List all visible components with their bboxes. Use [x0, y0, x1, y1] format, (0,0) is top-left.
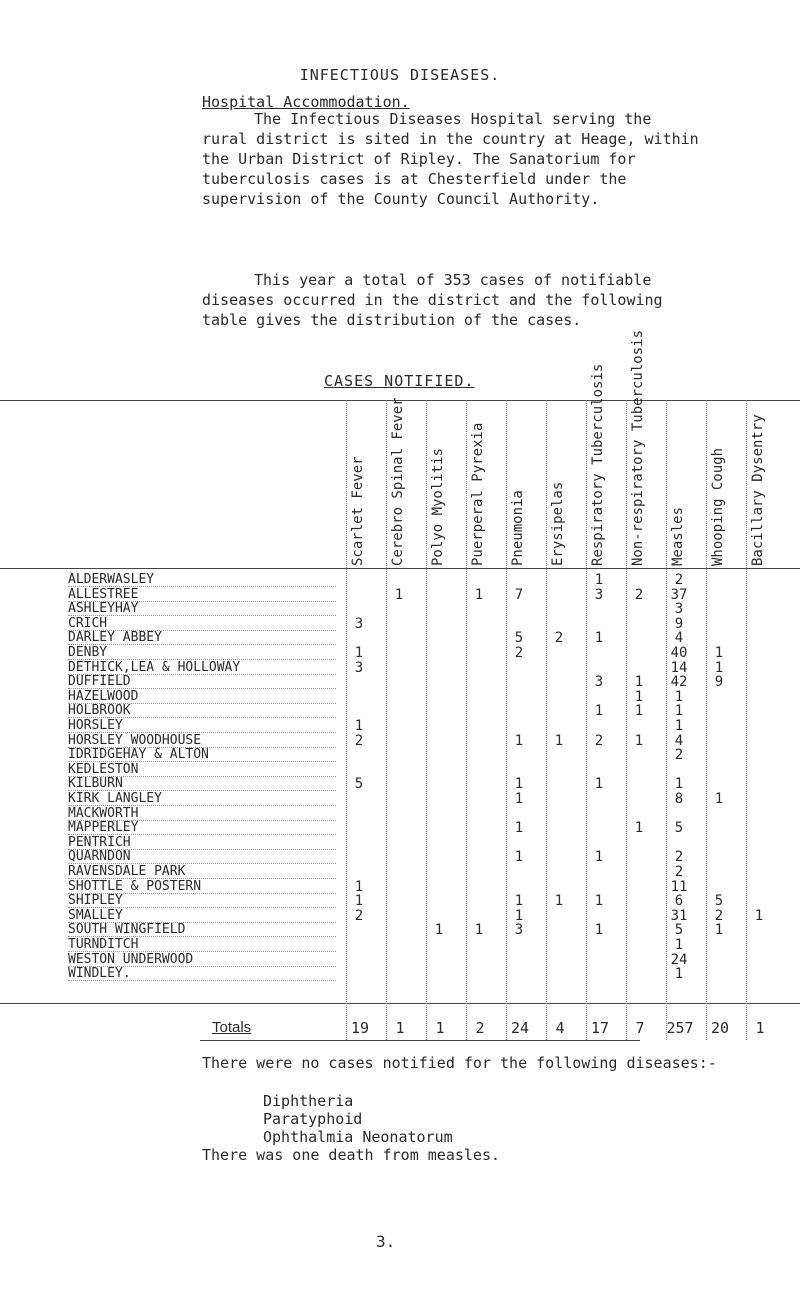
table-cell: 1: [434, 922, 444, 939]
table-title: CASES NOTIFIED.: [324, 372, 475, 390]
footer-disease-1: Diphtheria: [263, 1092, 354, 1110]
row-parish-name: DETHICK,LEA & HOLLOWAY: [68, 659, 241, 675]
row-parish-name: HAZELWOOD: [68, 688, 139, 704]
column-header: [472, 398, 490, 566]
row-parish-name: TURNDITCH: [68, 937, 139, 952]
total-cell: 1: [395, 1019, 405, 1037]
row-parish-name: KEDLESTON: [68, 761, 139, 777]
row-parish-name: DARLEY ABBEY: [68, 630, 162, 646]
column-header-label: Pneumonia: [510, 490, 526, 566]
table-cell: 2: [634, 586, 644, 603]
row-leader-dots: [68, 980, 336, 981]
table-cell: 1: [714, 922, 724, 939]
column-header-label: Polyo Myolitis: [430, 447, 446, 566]
row-parish-name: HORSLEY: [68, 718, 123, 733]
table-cell: 5: [714, 893, 724, 910]
table-cell: 1: [354, 893, 364, 910]
column-divider: [466, 400, 467, 1040]
row-leader-dots: [68, 644, 336, 645]
table-cell: 2: [554, 630, 564, 647]
row-parish-name: HOLBROOK: [68, 703, 131, 719]
table-totals-rule: [0, 1003, 800, 1004]
table-cell: 1: [674, 776, 684, 793]
page-number: 3.: [376, 1232, 396, 1251]
column-header-label: Erysipelas: [550, 481, 566, 566]
table-cell: 1: [594, 572, 604, 588]
column-divider: [626, 400, 627, 1040]
total-cell: 2: [475, 1019, 485, 1037]
table-cell: 24: [670, 951, 688, 968]
table-header-rule: [0, 568, 800, 569]
row-parish-name: IDRIDGEHAY & ALTON: [68, 747, 209, 763]
total-cell: 19: [350, 1019, 370, 1037]
row-parish-name: SHOTTLE & POSTERN: [68, 878, 202, 894]
column-divider: [386, 400, 387, 1040]
row-parish-name: ALDERWASLEY: [68, 572, 155, 587]
table-cell: 3: [594, 586, 604, 603]
row-parish-name: KILBURN: [68, 776, 123, 792]
intro-paragraph: The Infectious Diseases Hospital serving the rural district is sited in the country at Heage, within the Urban District of Ripley. The Sanatorium for tuberculosis cases is at Chesterfield under the supervision of the County Council Authority.: [202, 110, 699, 208]
footer-disease-3: Ophthalmia Neonatorum: [263, 1128, 453, 1146]
table-cell: 1: [714, 659, 724, 676]
total-cell: 257: [666, 1019, 694, 1037]
table-bottom-rule: [200, 1040, 640, 1041]
totals-label: Totals: [212, 1019, 252, 1036]
section-subheading: Hospital Accommodation.: [202, 93, 410, 111]
table-cell: 1: [514, 907, 524, 924]
table-cell: 1: [634, 674, 644, 691]
row-parish-name: CRICH: [68, 615, 108, 631]
column-header: [712, 398, 730, 566]
table-cell: 1: [474, 922, 484, 939]
row-parish-name: ALLESTREE: [68, 586, 139, 602]
column-header: [432, 398, 450, 566]
table-cell: 3: [594, 674, 604, 691]
row-parish-name: KIRK LANGLEY: [68, 791, 162, 806]
row-parish-name: QUARNDON: [68, 849, 131, 865]
table-cell: 1: [594, 630, 604, 647]
table-cell: 1: [634, 820, 644, 837]
table-cell: 37: [670, 586, 688, 603]
table-cell: 1: [754, 907, 764, 924]
column-header: [352, 398, 370, 566]
column-header-label: Respiratory Tuberculosis: [590, 363, 606, 566]
table-cell: 9: [714, 674, 724, 691]
row-parish-name: DENBY: [68, 645, 108, 660]
table-cell: 1: [474, 586, 484, 603]
column-header: [752, 398, 770, 566]
footer-intro: There were no cases notified for the following diseases:-: [202, 1054, 717, 1072]
table-cell: 5: [674, 922, 684, 939]
table-cell: 2: [354, 907, 364, 924]
table-cell: 3: [674, 601, 684, 618]
table-cell: 1: [514, 776, 524, 793]
total-cell: 1: [435, 1019, 445, 1037]
table-cell: 1: [634, 688, 644, 705]
table-cell: 2: [514, 645, 524, 661]
table-cell: 40: [670, 645, 688, 661]
table-cell: 1: [634, 732, 644, 749]
table-cell: 14: [670, 659, 688, 676]
column-header-label: Measles: [670, 506, 686, 566]
column-header: [512, 398, 530, 566]
table-cell: 5: [674, 820, 684, 837]
table-cell: 1: [674, 937, 684, 953]
table-cell: 2: [594, 732, 604, 749]
table-cell: 1: [554, 893, 564, 910]
column-divider: [506, 400, 507, 1040]
column-header: [590, 363, 610, 566]
table-cell: 1: [674, 718, 684, 734]
column-header-label: Bacillary Dysentry: [750, 414, 766, 566]
table-cell: 1: [714, 791, 724, 807]
row-parish-name: WESTON UNDERWOOD: [68, 951, 194, 967]
column-header: [552, 398, 570, 566]
table-cell: 1: [594, 849, 604, 866]
row-parish-name: ASHLEYHAY: [68, 601, 139, 617]
summary-paragraph: This year a total of 353 cases of notifiable diseases occurred in the district and the following table gives the distribution of the cases.: [202, 271, 663, 329]
table-cell: 1: [354, 645, 364, 661]
row-parish-name: SHIPLEY: [68, 893, 123, 909]
column-header-label: Puerperal Pyrexia: [470, 422, 486, 566]
total-cell: 4: [555, 1019, 565, 1037]
table-cell: 1: [514, 893, 524, 910]
table-cell: 1: [714, 645, 724, 661]
table-cell: 8: [674, 791, 684, 807]
table-cell: 5: [354, 776, 364, 793]
table-cell: 1: [594, 703, 604, 720]
column-divider: [586, 400, 587, 1040]
table-cell: 1: [514, 732, 524, 749]
footer-note: There was one death from measles.: [202, 1146, 501, 1164]
table-cell: 6: [674, 893, 684, 910]
table-cell: 3: [514, 922, 524, 939]
column-divider: [706, 400, 707, 1040]
total-cell: 24: [510, 1019, 530, 1037]
table-cell: 1: [354, 718, 364, 734]
row-parish-name: HORSLEY WOODHOUSE: [68, 732, 202, 748]
table-cell: 7: [514, 586, 524, 603]
table-cell: 3: [354, 615, 364, 632]
column-header-label: Cerebro Spinal Fever: [390, 397, 406, 566]
table-cell: 2: [674, 572, 684, 588]
total-cell: 7: [635, 1019, 645, 1037]
column-divider: [746, 400, 747, 1040]
column-header-label: Scarlet Fever: [350, 456, 366, 566]
page-heading: INFECTIOUS DISEASES.: [299, 66, 501, 84]
table-cell: 1: [674, 688, 684, 705]
total-cell: 17: [590, 1019, 610, 1037]
column-header-label: Whooping Cough: [710, 447, 726, 566]
footer-disease-2: Paratyphoid: [263, 1110, 363, 1128]
total-cell: 20: [710, 1019, 730, 1037]
table-cell: 2: [674, 864, 684, 880]
row-parish-name: MACKWORTH: [68, 805, 139, 821]
table-cell: 31: [670, 907, 688, 924]
table-cell: 1: [594, 776, 604, 793]
table-cell: 1: [354, 878, 364, 895]
row-parish-name: WINDLEY.: [68, 966, 131, 982]
table-cell: 1: [514, 820, 524, 837]
table-cell: 2: [714, 907, 724, 924]
total-cell: 1: [755, 1019, 765, 1037]
table-cell: 1: [594, 922, 604, 939]
table-cell: 9: [674, 615, 684, 632]
row-parish-name: PENTRICH: [68, 834, 131, 850]
table-cell: 1: [674, 703, 684, 720]
table-cell: 42: [670, 674, 688, 691]
table-cell: 1: [674, 966, 684, 983]
row-parish-name: SMALLEY: [68, 907, 123, 923]
row-leader-dots: [68, 615, 336, 616]
table-cell: 11: [670, 878, 688, 895]
row-parish-name: SOUTH WINGFIELD: [68, 922, 186, 938]
row-parish-name: DUFFIELD: [68, 674, 131, 690]
column-divider: [426, 400, 427, 1040]
table-cell: 1: [514, 849, 524, 866]
table-cell: 2: [674, 747, 684, 764]
table-cell: 1: [514, 791, 524, 807]
table-cell: 4: [674, 630, 684, 647]
table-cell: 4: [674, 732, 684, 749]
column-header: [672, 398, 690, 566]
row-parish-name: MAPPERLEY: [68, 820, 139, 836]
column-header: [630, 329, 650, 566]
table-cell: 1: [394, 586, 404, 603]
table-cell: 1: [634, 703, 644, 720]
table-cell: 2: [674, 849, 684, 866]
table-cell: 5: [514, 630, 524, 647]
column-header-label: Non-respiratory Tuberculosis: [630, 329, 646, 566]
table-cell: 2: [354, 732, 364, 749]
table-cell: 1: [594, 893, 604, 910]
table-cell: 1: [554, 732, 564, 749]
column-header: [392, 398, 410, 566]
column-divider: [546, 400, 547, 1040]
table-cell: 3: [354, 659, 364, 676]
row-parish-name: RAVENSDALE PARK: [68, 864, 186, 879]
